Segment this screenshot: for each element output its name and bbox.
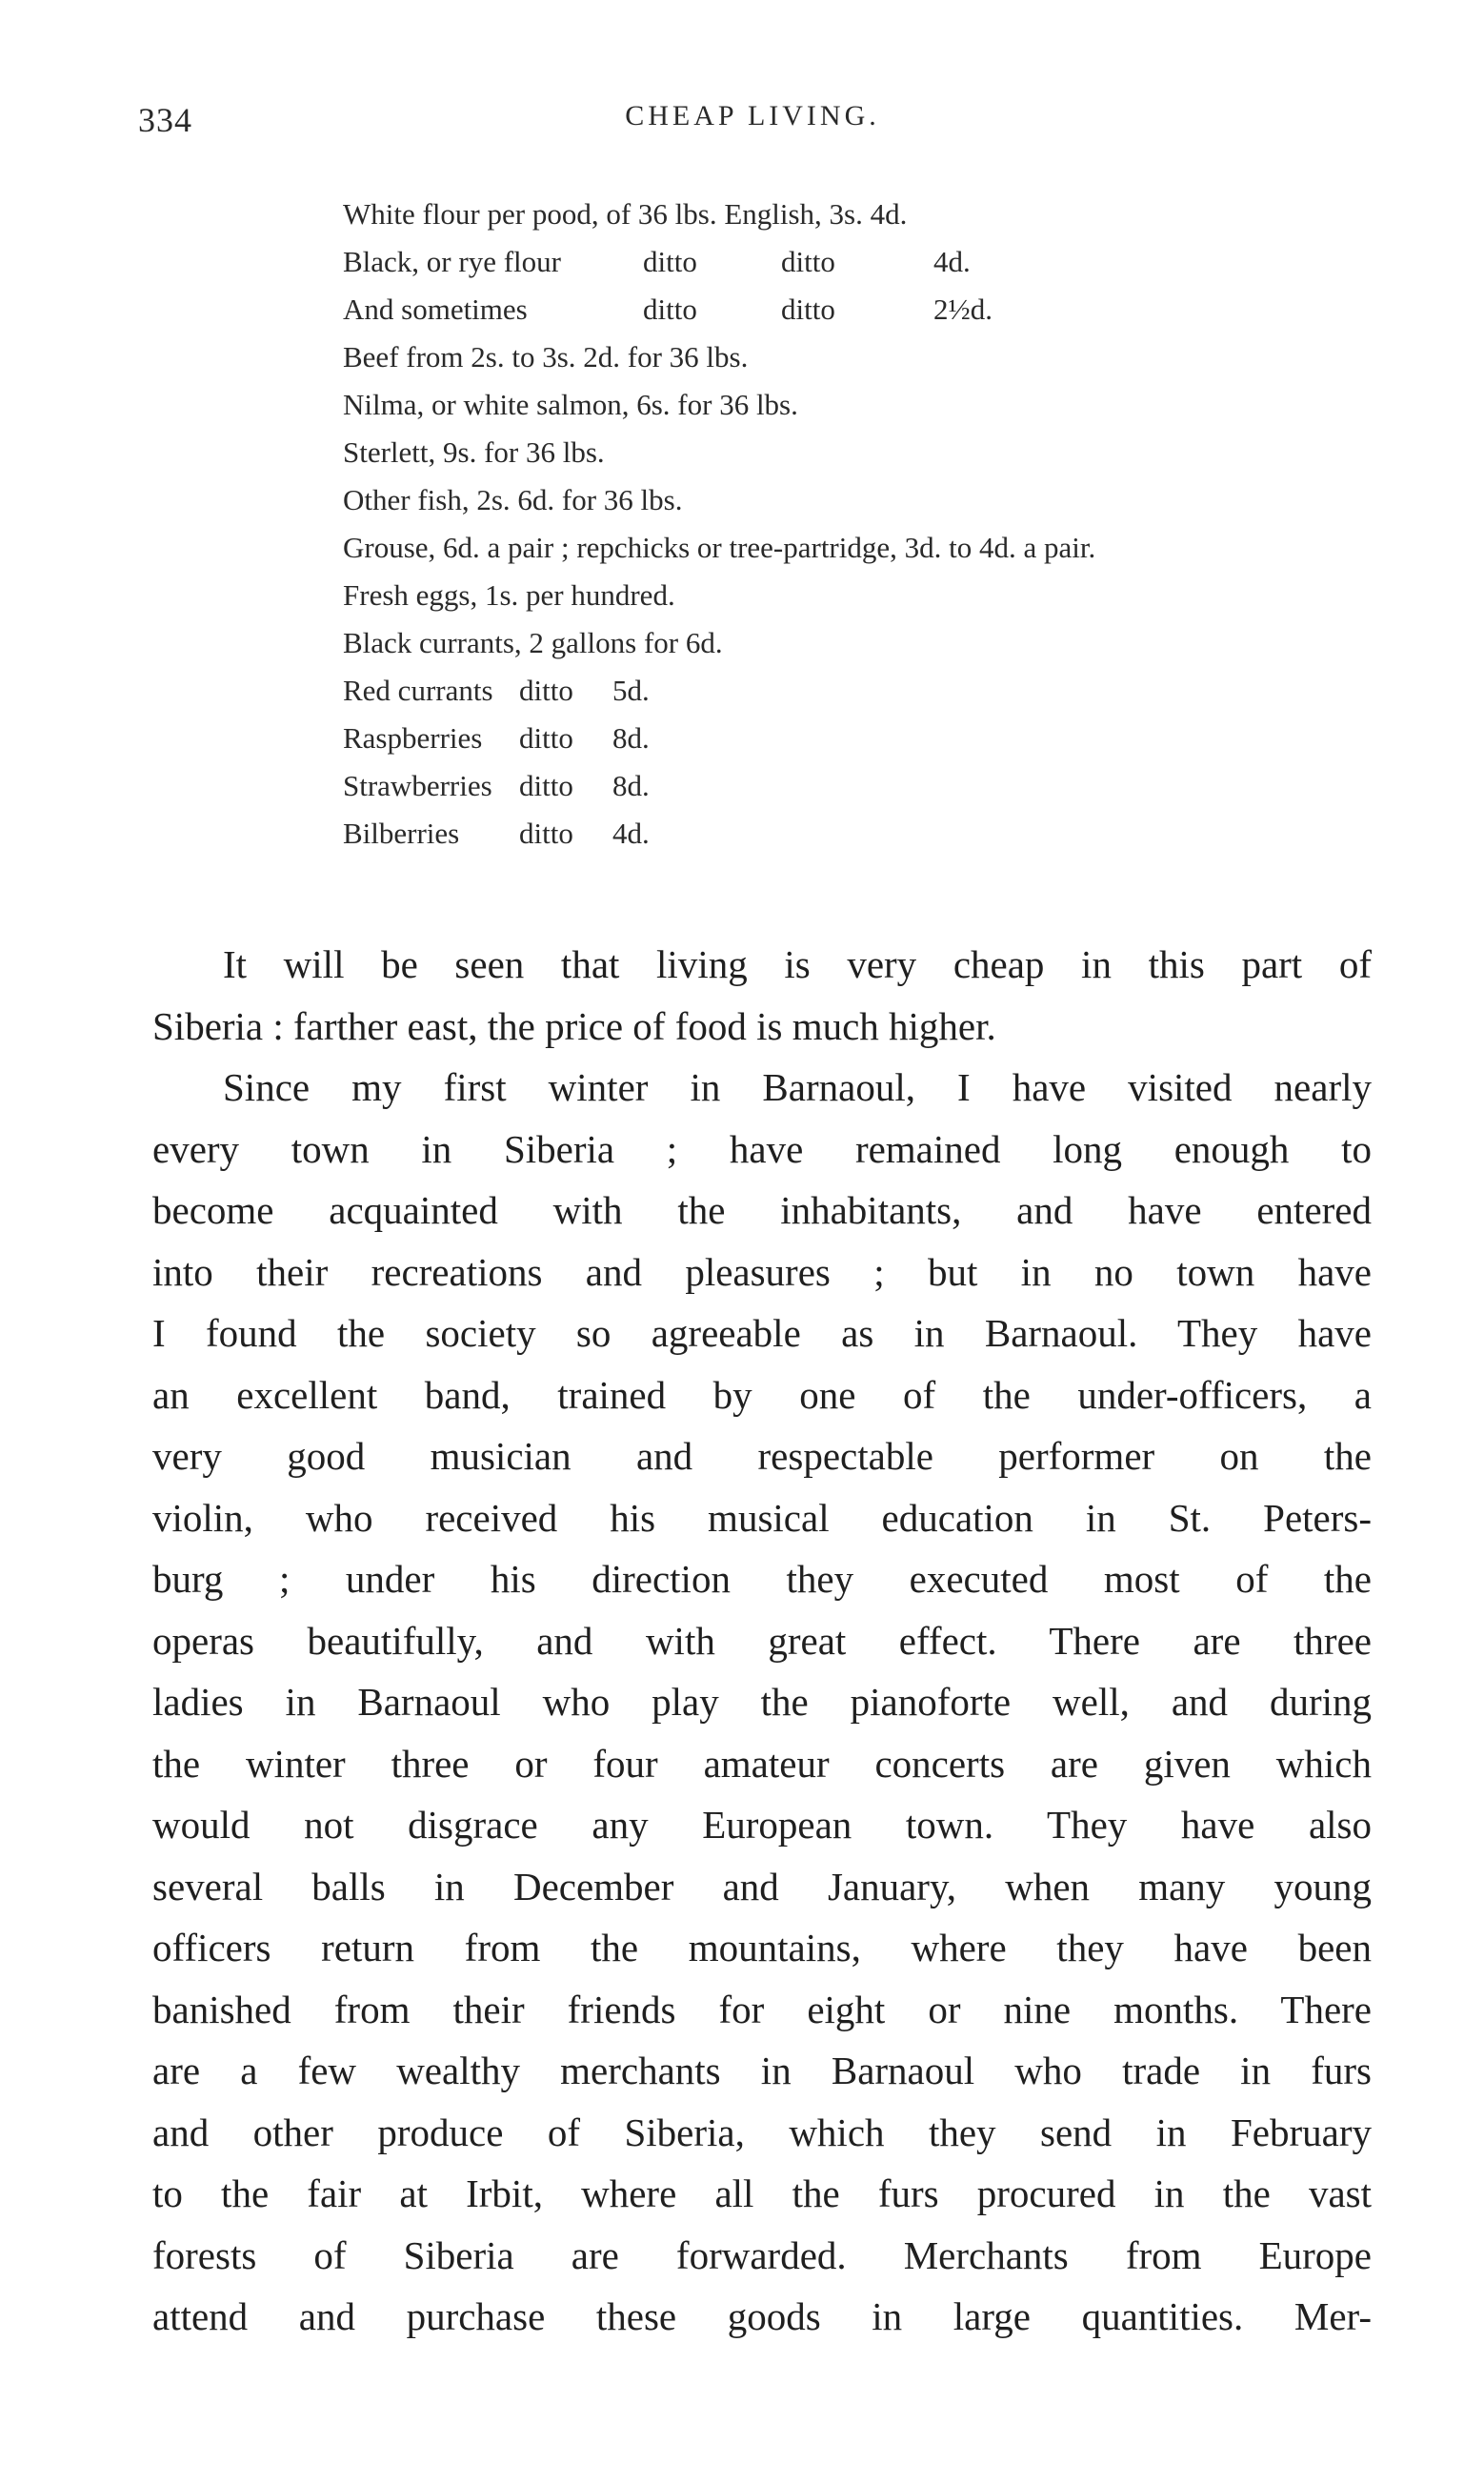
text-line: burg ; under his direction they executed most of the <box>152 1557 1372 1601</box>
body-text <box>152 934 1372 2348</box>
price-list-column: 5d. <box>612 674 650 707</box>
price-list-item: Black currants, 2 gallons for 6d. <box>343 626 723 659</box>
text-line: banished from their friends for eight or nine months. There <box>152 1987 1372 2031</box>
price-list-column: ditto <box>643 293 697 326</box>
price-list-item: And sometimes <box>343 293 528 326</box>
price-list-column: ditto <box>519 674 573 707</box>
page-number: 334 <box>138 101 192 139</box>
text-line: It will be seen that living is very cheap in this part of <box>223 942 1372 986</box>
price-list-item: Beef from 2s. to 3s. 2d. for 36 lbs. <box>343 340 749 374</box>
price-list-column: ditto <box>519 817 573 850</box>
price-list-item: White flour per pood, of 36 lbs. English, 3s. 4d. <box>343 197 908 231</box>
price-list-item: Bilberries <box>343 817 460 850</box>
text-line: Since my first winter in Barnaoul, I have visited nearly <box>223 1065 1372 1109</box>
price-list-item: Sterlett, 9s. for 36 lbs. <box>343 435 605 469</box>
price-list-item: Black, or rye flour <box>343 245 561 278</box>
price-list-item: Red currants <box>343 674 493 707</box>
price-list-item: Other fish, 2s. 6d. for 36 lbs. <box>343 483 683 516</box>
price-list-item: Grouse, 6d. a pair ; repchicks or tree-partridge, 3d. to 4d. a pair. <box>343 531 1096 564</box>
price-list-item: Strawberries <box>343 769 492 802</box>
price-list-column: 2½d. <box>933 293 993 326</box>
text-line: every town in Siberia ; have remained long enough to <box>152 1126 1372 1171</box>
text-line: are a few wealthy merchants in Barnaoul who trade in furs <box>152 2049 1372 2092</box>
price-list-item: Nilma, or white salmon, 6s. for 36 lbs. <box>343 388 798 421</box>
text-line: would not disgrace any European town. They have also <box>152 1803 1372 1847</box>
text-line: to the fair at Irbit, where all the furs procured in the vast <box>152 2171 1372 2215</box>
page-header <box>138 100 1367 148</box>
price-list-column: ditto <box>781 293 835 326</box>
price-list-column: 8d. <box>612 721 650 755</box>
text-line: very good musician and respectable performer on the <box>152 1434 1372 1478</box>
text-line: operas beautifully, and with great effect. There are three <box>152 1618 1372 1663</box>
price-list-column: 8d. <box>612 769 650 802</box>
text-line: an excellent band, trained by one of the under-officers, a <box>152 1372 1372 1417</box>
paragraph <box>152 934 1372 1057</box>
text-line: Siberia : farther east, the price of food is much higher. <box>152 1003 996 1048</box>
running-title: CHEAP LIVING. <box>625 100 880 131</box>
text-line: violin, who received his musical education in St. Peters- <box>152 1495 1372 1540</box>
text-line: officers return from the mountains, where they have been <box>152 1926 1372 1969</box>
text-line: the winter three or four amateur concerts are given which <box>152 1741 1372 1786</box>
price-list-column: 4d. <box>933 245 971 278</box>
price-list-column: ditto <box>643 245 697 278</box>
text-line: forests of Siberia are forwarded. Merchants from Europe <box>152 2232 1372 2277</box>
price-list-column: ditto <box>519 721 573 755</box>
paragraph <box>152 1057 1372 2348</box>
text-line: become acquainted with the inhabitants, and have entered <box>152 1188 1372 1232</box>
price-list-column: ditto <box>519 769 573 802</box>
price-list-column: 4d. <box>612 817 650 850</box>
text-line: and other produce of Siberia, which they send in February <box>152 2110 1372 2154</box>
text-line: attend and purchase these goods in large quantities. Mer- <box>152 2294 1372 2338</box>
price-list-item: Raspberries <box>343 721 483 755</box>
text-line: ladies in Barnaoul who play the pianoforte well, and during <box>152 1680 1372 1724</box>
price-list-column: ditto <box>781 245 835 278</box>
text-line: I found the society so agreeable as in Barnaoul. They have <box>152 1311 1372 1355</box>
price-list-item: Fresh eggs, 1s. per hundred. <box>343 578 675 612</box>
text-line: several balls in December and January, when many young <box>152 1864 1372 1908</box>
text-line: into their recreations and pleasures ; but in no town have <box>152 1249 1372 1294</box>
